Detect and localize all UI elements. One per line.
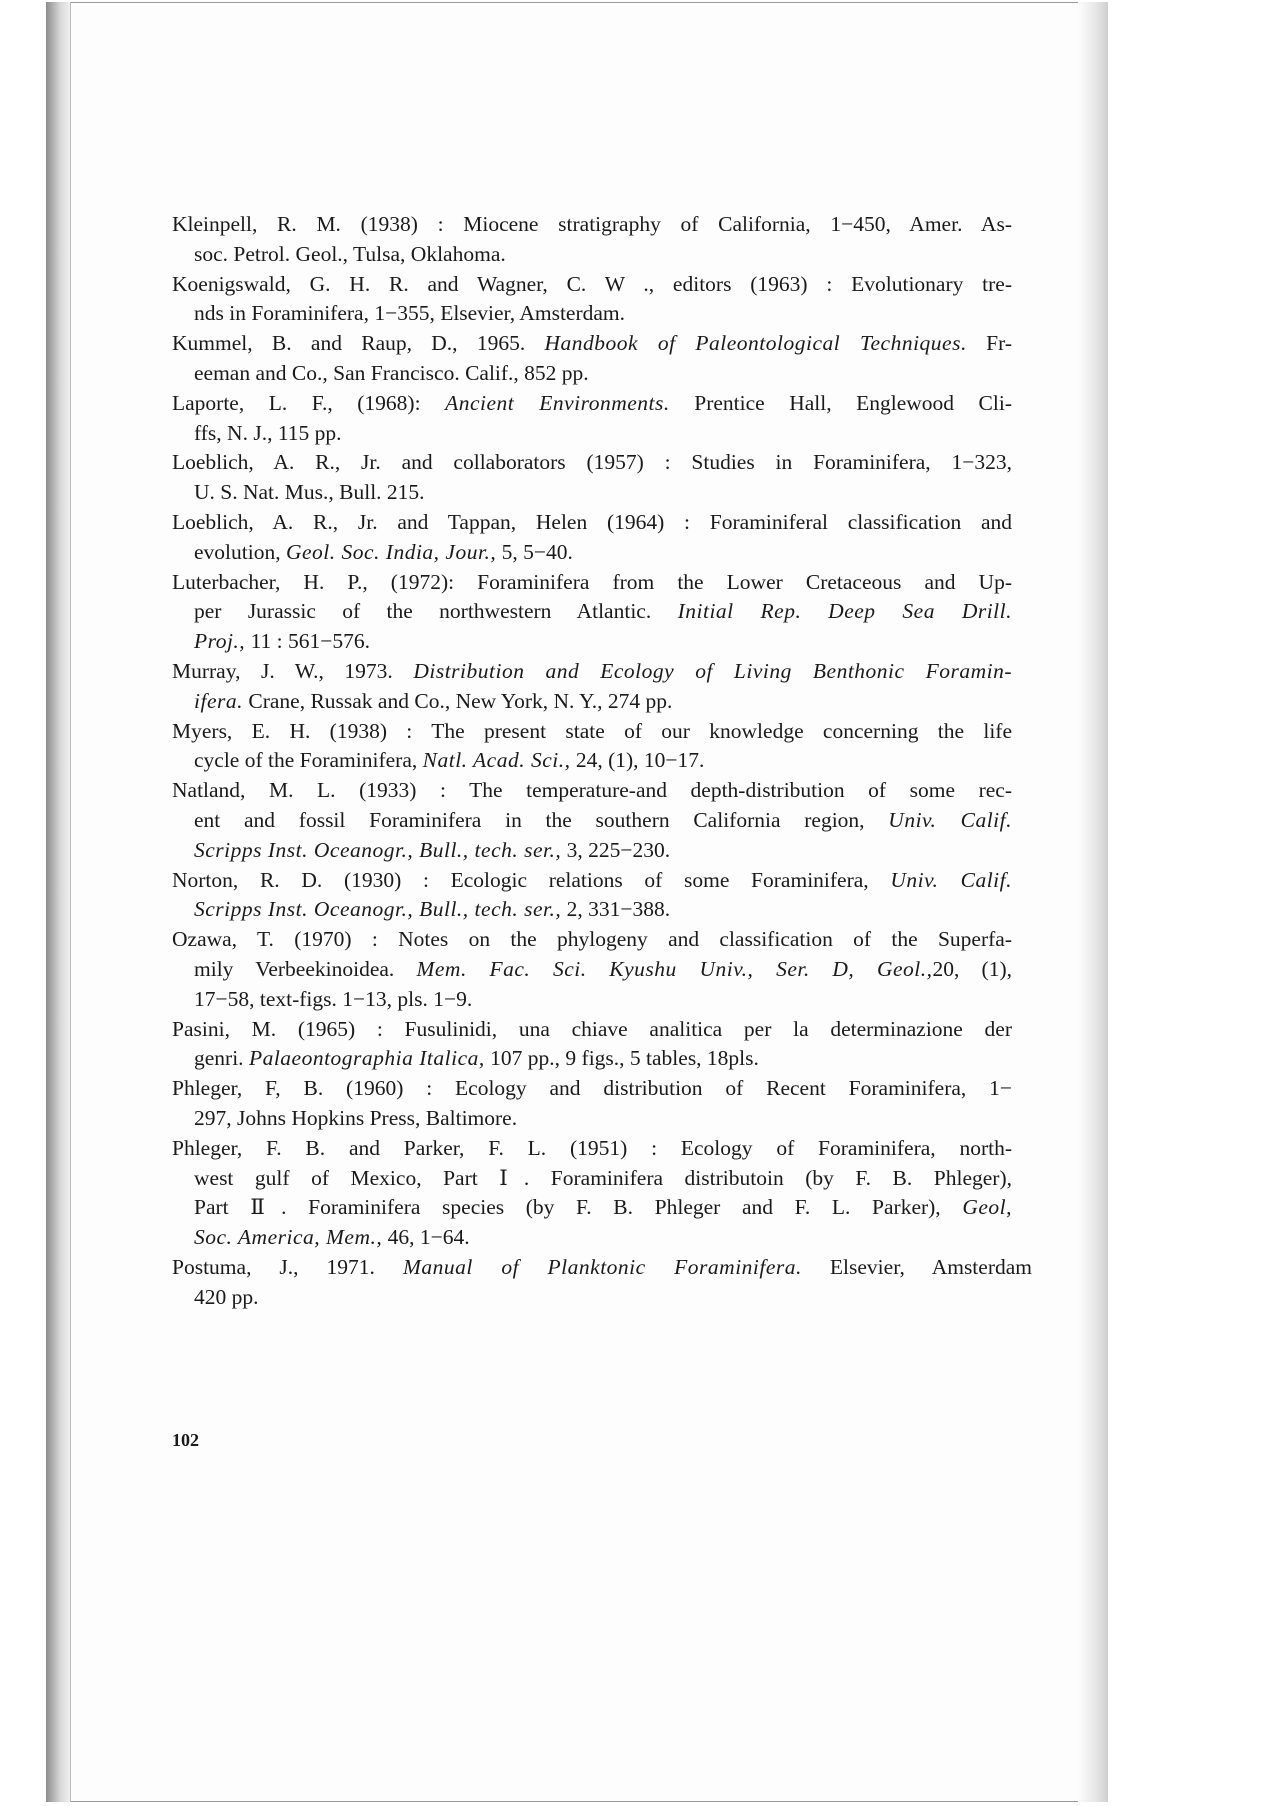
reference-text: eeman and Co., San Francisco. Calif., 852 pp.: [194, 360, 589, 385]
reference-line: [172, 538, 1012, 568]
italic-title-text: Scripps Inst. Oceanogr., Bull., tech. ser.,: [194, 837, 562, 862]
reference-line: [172, 210, 1012, 240]
reference-entry: [172, 329, 1012, 389]
reference-entry: [172, 925, 1012, 1014]
reference-line: [172, 776, 1012, 806]
italic-title-text: Soc. America, Mem.,: [194, 1225, 383, 1250]
reference-line: [172, 985, 1012, 1015]
reference-text: 17−58, text-figs. 1−13, pls. 1−9.: [194, 986, 473, 1011]
reference-entry: [172, 657, 1012, 717]
reference-line: [172, 717, 1012, 747]
reference-text: Elsevier, Amsterdam: [801, 1254, 1032, 1279]
reference-text: 24, (1), 10−17.: [570, 748, 705, 773]
reference-line: [172, 597, 1012, 627]
reference-text: Loeblich, A. R., Jr. and Tappan, Helen (1964) : Foraminiferal classification and: [172, 509, 1012, 534]
reference-text: ffs, N. J., 115 pp.: [194, 420, 342, 445]
italic-title-text: Scripps Inst. Oceanogr., Bull., tech. ser.,: [194, 897, 562, 922]
reference-text: Kleinpell, R. M. (1938) : Miocene stratigraphy of California, 1−450, Amer. As-: [172, 212, 1012, 236]
reference-text: 46, 1−64.: [382, 1225, 470, 1250]
reference-line: [172, 299, 1012, 329]
book-spine: [46, 2, 71, 1802]
italic-title-text: Natl. Acad. Sci.,: [422, 748, 571, 773]
reference-text: Fr-: [966, 331, 1012, 356]
reference-text: 297, Johns Hopkins Press, Baltimore.: [194, 1105, 518, 1130]
reference-text: 5, 5−40.: [496, 539, 573, 564]
italic-title-text: Ancient Environments.: [445, 390, 670, 415]
reference-entry: [172, 866, 1012, 926]
reference-line: [172, 508, 1012, 538]
reference-text: 20, (1),: [932, 956, 1012, 981]
reference-text: Loeblich, A. R., Jr. and collaborators (1957) : Studies in Foraminifera, 1−323,: [172, 450, 1012, 475]
reference-text: Crane, Russak and Co., New York, N. Y., 274 pp.: [242, 688, 673, 713]
reference-line: [172, 1253, 1032, 1283]
reference-list: [172, 210, 1032, 1312]
reference-text: Part Ⅱ. Foraminifera species (by F. B. Phleger and F. L. Parker),: [194, 1195, 963, 1220]
italic-title-text: Manual of Planktonic Foraminifera.: [402, 1254, 802, 1279]
reference-text: Norton, R. D. (1930) : Ecologic relations of some Foraminifera,: [172, 867, 891, 892]
reference-line: [172, 836, 1012, 866]
reference-entry: [172, 270, 1012, 330]
italic-title-text: ifera.: [194, 688, 243, 713]
reference-entry: [172, 1134, 1012, 1253]
reference-line: [172, 866, 1012, 896]
italic-title-text: Palaeontographia Italica,: [248, 1046, 485, 1071]
reference-text: genri.: [194, 1046, 249, 1071]
reference-line: [172, 329, 1012, 359]
reference-line: [172, 359, 1012, 389]
reference-text: 107 pp., 9 figs., 5 tables, 18pls.: [484, 1046, 759, 1071]
reference-text: Kummel, B. and Raup, D., 1965.: [172, 331, 545, 356]
italic-title-text: Distribution and Ecology of Living Benthonic Foramin-: [413, 658, 1012, 683]
reference-text: evolution,: [194, 539, 286, 564]
reference-line: [172, 657, 1012, 687]
reference-text: 2, 331−388.: [561, 897, 671, 922]
reference-line: [172, 1134, 1012, 1164]
reference-line: [172, 389, 1012, 419]
reference-line: [172, 1223, 1012, 1253]
reference-line: [172, 895, 1012, 925]
reference-text: 420 pp.: [194, 1284, 259, 1309]
reference-text: 11 : 561−576.: [245, 629, 370, 654]
reference-text: Phleger, F, B. (1960) : Ecology and distribution of Recent Foraminifera, 1−: [172, 1076, 1012, 1101]
reference-line: [172, 1074, 1012, 1104]
reference-text: 3, 225−230.: [561, 837, 671, 862]
reference-text: Murray, J. W., 1973.: [172, 658, 414, 683]
reference-entry: [172, 389, 1012, 449]
italic-title-text: Univ. Calif.: [888, 807, 1012, 832]
reference-text: Ozawa, T. (1970) : Notes on the phylogeny and classification of the Superfa-: [172, 927, 1012, 952]
reference-text: nds in Foraminifera, 1−355, Elsevier, Amsterdam.: [194, 301, 626, 326]
reference-entry: [172, 1015, 1012, 1075]
italic-title-text: Mem. Fac. Sci. Kyushu Univ., Ser. D, Geol.,: [416, 956, 933, 981]
reference-line: [172, 687, 1012, 717]
reference-text: Phleger, F. B. and Parker, F. L. (1951) : Ecology of Foraminifera, north-: [172, 1135, 1012, 1160]
reference-line: [172, 568, 1012, 598]
reference-line: [172, 240, 1012, 270]
reference-line: [172, 1104, 1012, 1134]
reference-text: Luterbacher, H. P., (1972): Foraminifera from the Lower Cretaceous and Up-: [172, 569, 1012, 594]
reference-line: [172, 955, 1012, 985]
reference-line: [172, 419, 1012, 449]
reference-text: Postuma, J., 1971.: [172, 1254, 403, 1279]
reference-text: per Jurassic of the northwestern Atlantic.: [194, 599, 678, 624]
italic-title-text: Initial Rep. Deep Sea Drill.: [677, 599, 1012, 624]
reference-text: cycle of the Foraminifera,: [194, 748, 423, 773]
reference-text: ent and fossil Foraminifera in the southern California region,: [194, 807, 889, 832]
reference-text: west gulf of Mexico, Part Ⅰ. Foraminifera distributoin (by F. B. Phleger),: [194, 1165, 1012, 1190]
reference-line: [172, 1164, 1012, 1194]
reference-line: [172, 270, 1012, 300]
reference-line: [172, 746, 1012, 776]
italic-title-text: Handbook of Paleontological Techniques.: [544, 331, 967, 356]
reference-text: Prentice Hall, Englewood Cli-: [669, 390, 1012, 415]
reference-entry: [172, 776, 1012, 865]
italic-title-text: Univ. Calif.: [890, 867, 1012, 892]
reference-text: soc. Petrol. Geol., Tulsa, Oklahoma.: [194, 241, 506, 266]
reference-text: mily Verbeekinoidea.: [194, 956, 417, 981]
page-number: 102: [172, 1430, 199, 1450]
reference-entry: [172, 1253, 1032, 1313]
reference-line: [172, 627, 1012, 657]
reference-line: [172, 478, 1012, 508]
reference-entry: [172, 1074, 1012, 1134]
reference-entry: [172, 508, 1012, 568]
reference-line: [172, 925, 1012, 955]
reference-line: [172, 1193, 1012, 1223]
italic-title-text: Geol. Soc. India, Jour.,: [285, 539, 497, 564]
reference-line: [172, 1283, 1012, 1313]
reference-entry: [172, 568, 1012, 657]
italic-title-text: Proj.,: [194, 629, 246, 654]
reference-line: [172, 448, 1012, 478]
reference-line: [172, 1044, 1012, 1074]
reference-text: Myers, E. H. (1938) : The present state of our knowledge concerning the life: [172, 718, 1012, 743]
reference-line: [172, 1015, 1012, 1045]
page-edge-shadow: [1078, 2, 1108, 1802]
reference-line: [172, 806, 1012, 836]
reference-entry: [172, 717, 1012, 777]
reference-entry: [172, 448, 1012, 508]
reference-text: Natland, M. L. (1933) : The temperature-and depth-distribution of some rec-: [172, 778, 1012, 803]
reference-text: U. S. Nat. Mus., Bull. 215.: [194, 480, 425, 505]
reference-text: Laporte, L. F., (1968):: [172, 390, 446, 415]
reference-text: Pasini, M. (1965) : Fusulinidi, una chiave analitica per la determinazione der: [172, 1016, 1012, 1041]
reference-entry: [172, 210, 1012, 270]
italic-title-text: Geol,: [962, 1195, 1012, 1220]
reference-text: Koenigswald, G. H. R. and Wagner, C. W ., editors (1963) : Evolutionary tre-: [172, 271, 1012, 296]
